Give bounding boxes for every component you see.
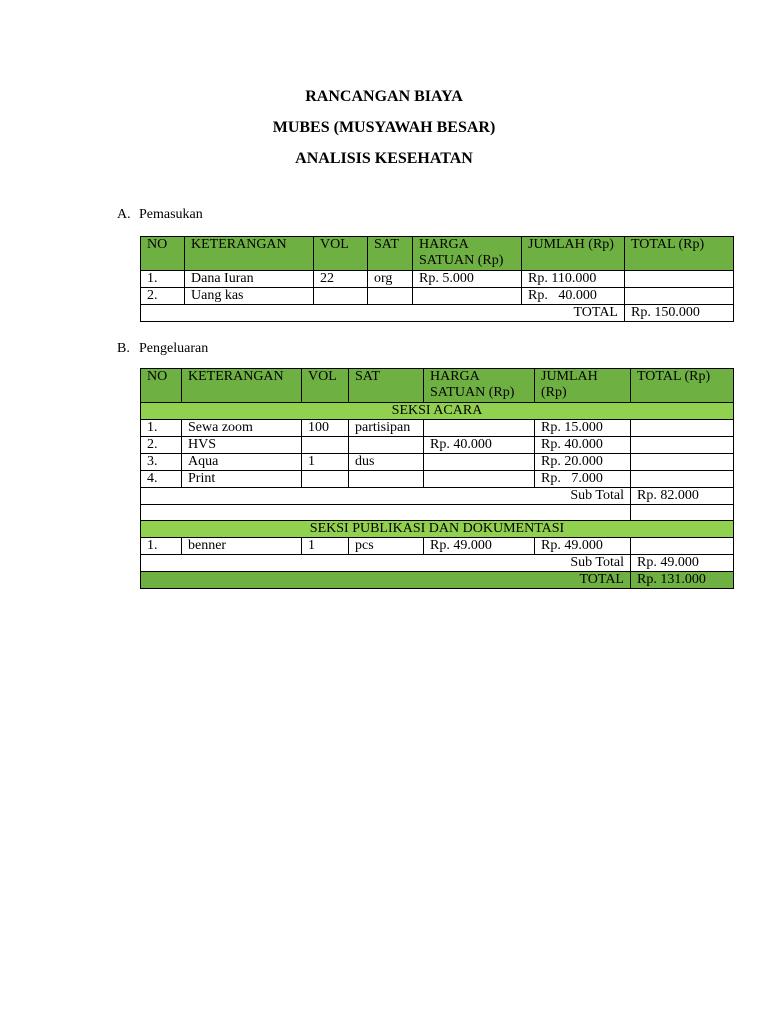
col-header-harga-satuan: HARGA SATUAN (Rp)	[424, 369, 535, 403]
cell-vol: 1	[302, 454, 349, 471]
cell-total	[625, 288, 734, 305]
cell-no: 1.	[141, 271, 185, 288]
cell-total	[631, 454, 734, 471]
cell-vol: 22	[314, 271, 368, 288]
section-title-seksi-publikasi: SEKSI PUBLIKASI DAN DOKUMENTASI	[141, 521, 734, 538]
section-row-seksi-acara	[141, 403, 734, 420]
cell-no: 3.	[141, 454, 182, 471]
cell-keterangan: Dana Iuran	[185, 271, 314, 288]
col-header-total: TOTAL (Rp)	[625, 237, 734, 271]
cell-total	[625, 271, 734, 288]
cell-total	[631, 471, 734, 488]
subtotal-row	[141, 555, 734, 572]
cell-sat	[349, 471, 424, 488]
col-header-keterangan: KETERANGAN	[185, 237, 314, 271]
cell-harga-satuan: Rp. 40.000	[424, 437, 535, 454]
cell-jumlah: Rp. 20.000	[535, 454, 631, 471]
col-header-total: TOTAL (Rp)	[631, 369, 734, 403]
table-pengeluaran	[140, 368, 734, 589]
section-label-pengeluaran	[117, 341, 208, 357]
total-label: TOTAL	[141, 572, 631, 589]
table-row	[141, 471, 734, 488]
total-row	[141, 305, 734, 322]
cell-vol	[314, 288, 368, 305]
subtotal-label: Sub Total	[141, 488, 631, 505]
cell-sat	[349, 437, 424, 454]
col-header-keterangan: KETERANGAN	[182, 369, 302, 403]
doc-title-line3: ANALISIS KESEHATAN	[295, 150, 473, 167]
cell-keterangan: Aqua	[182, 454, 302, 471]
cell-jumlah: Rp. 110.000	[522, 271, 625, 288]
cell-jumlah: Rp. 7.000	[535, 471, 631, 488]
cell-jumlah: Rp. 40.000	[522, 288, 625, 305]
subtotal-value: Rp. 49.000	[631, 555, 734, 572]
cell-jumlah: Rp. 40.000	[535, 437, 631, 454]
table-header-row	[141, 237, 734, 271]
col-header-no: NO	[141, 237, 185, 271]
col-header-no: NO	[141, 369, 182, 403]
section-label-pemasukan	[117, 207, 203, 223]
subtotal-value: Rp. 82.000	[631, 488, 734, 505]
cell-jumlah: Rp. 15.000	[535, 420, 631, 437]
section-letter: B.	[117, 341, 130, 356]
cell-harga-satuan	[413, 288, 522, 305]
cell-sat: org	[368, 271, 413, 288]
cell-keterangan: Uang kas	[185, 288, 314, 305]
table-row	[141, 437, 734, 454]
cell-sat	[368, 288, 413, 305]
section-title-seksi-acara: SEKSI ACARA	[141, 403, 734, 420]
cell-keterangan: Sewa zoom	[182, 420, 302, 437]
cell-vol: 1	[302, 538, 349, 555]
total-value: Rp. 150.000	[625, 305, 734, 322]
total-row	[141, 572, 734, 589]
total-value: Rp. 131.000	[631, 572, 734, 589]
cell-sat: pcs	[349, 538, 424, 555]
subtotal-row	[141, 488, 734, 505]
col-header-sat: SAT	[349, 369, 424, 403]
cell-jumlah: Rp. 49.000	[535, 538, 631, 555]
cell-vol	[302, 471, 349, 488]
cell-keterangan: benner	[182, 538, 302, 555]
table-row	[141, 288, 734, 305]
cell-harga-satuan: Rp. 49.000	[424, 538, 535, 555]
cell-harga-satuan	[424, 454, 535, 471]
table-row	[141, 454, 734, 471]
cell-harga-satuan: Rp. 5.000	[413, 271, 522, 288]
col-header-jumlah: JUMLAH (Rp)	[535, 369, 631, 403]
total-label: TOTAL	[141, 305, 625, 322]
col-header-sat: SAT	[368, 237, 413, 271]
cell-total	[631, 420, 734, 437]
table-row	[141, 271, 734, 288]
cell-no: 1.	[141, 538, 182, 555]
doc-title-line2: MUBES (MUSYAWAH BESAR)	[272, 119, 496, 136]
table-header-row	[141, 369, 734, 403]
subtotal-label: Sub Total	[141, 555, 631, 572]
cell-harga-satuan	[424, 420, 535, 437]
col-header-vol: VOL	[302, 369, 349, 403]
col-header-harga-satuan: HARGA SATUAN (Rp)	[413, 237, 522, 271]
spacer-row	[141, 505, 734, 521]
section-title: Pengeluaran	[139, 341, 209, 356]
section-letter: A.	[117, 207, 131, 222]
doc-title-line1: RANCANGAN BIAYA	[305, 88, 463, 105]
spacer-cell	[631, 505, 734, 521]
section-row-seksi-publikasi	[141, 521, 734, 538]
table-row	[141, 538, 734, 555]
cell-vol	[302, 437, 349, 454]
cell-no: 1.	[141, 420, 182, 437]
cell-harga-satuan	[424, 471, 535, 488]
section-title: Pemasukan	[139, 207, 203, 222]
table-pemasukan	[140, 236, 734, 322]
cell-total	[631, 538, 734, 555]
cell-sat: dus	[349, 454, 424, 471]
cell-sat: partisipan	[349, 420, 424, 437]
col-header-jumlah: JUMLAH (Rp)	[522, 237, 625, 271]
cell-keterangan: HVS	[182, 437, 302, 454]
cell-vol: 100	[302, 420, 349, 437]
cell-no: 2.	[141, 288, 185, 305]
cell-total	[631, 437, 734, 454]
table-row	[141, 420, 734, 437]
spacer-cell	[141, 505, 631, 521]
cell-no: 2.	[141, 437, 182, 454]
col-header-vol: VOL	[314, 237, 368, 271]
cell-keterangan: Print	[182, 471, 302, 488]
cell-no: 4.	[141, 471, 182, 488]
